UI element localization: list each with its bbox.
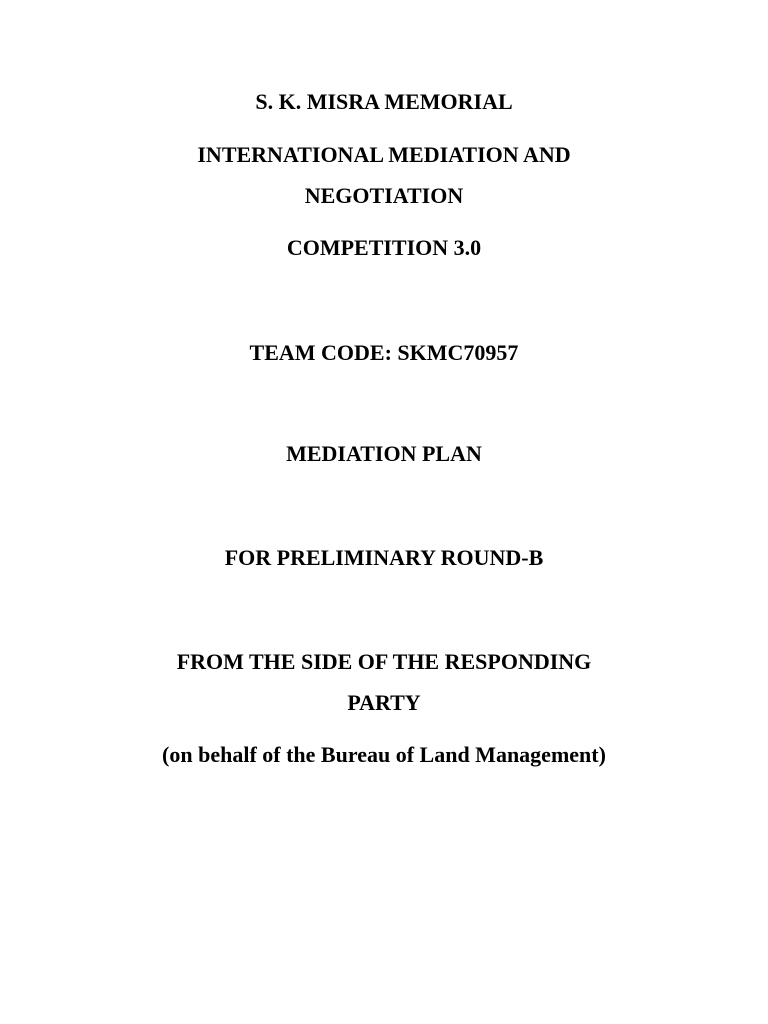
- on-behalf-subtitle: (on behalf of the Bureau of Land Management): [162, 742, 606, 767]
- competition-title-line-1: S. K. MISRA MEMORIAL: [255, 89, 513, 114]
- round-heading: FOR PRELIMINARY ROUND-B: [224, 545, 544, 570]
- competition-title-line-3: NEGOTIATION: [304, 183, 464, 208]
- competition-title-line-2: INTERNATIONAL MEDIATION AND: [197, 142, 571, 167]
- party-side-line-2: PARTY: [347, 690, 421, 715]
- team-code: TEAM CODE: SKMC70957: [249, 340, 519, 365]
- competition-title-line-4: COMPETITION 3.0: [286, 235, 482, 260]
- document-type-heading: MEDIATION PLAN: [286, 441, 482, 466]
- party-side-line-1: FROM THE SIDE OF THE RESPONDING: [176, 649, 592, 674]
